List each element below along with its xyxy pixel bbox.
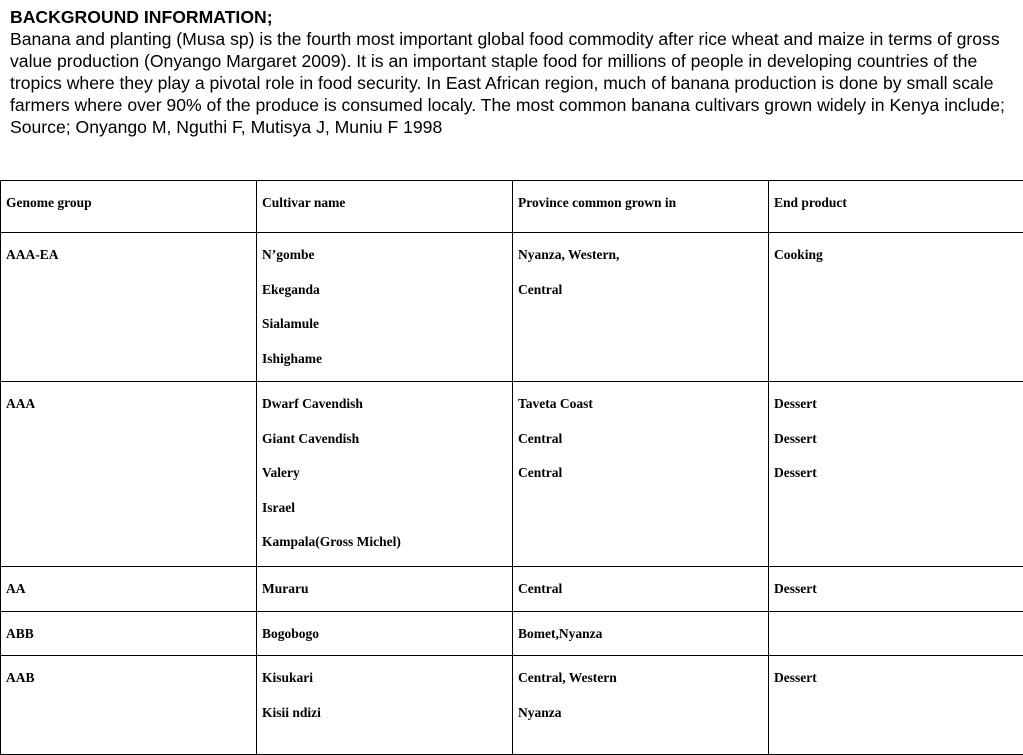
cultivar-name-value: Dwarf Cavendish	[262, 387, 507, 422]
source-citation: Source; Onyango M, Nguthi F, Mutisya J, Muniu F 1998	[10, 116, 1015, 138]
province-value: Central	[518, 456, 763, 491]
end-product-cell	[769, 656, 1023, 755]
table-header-row	[1, 181, 1023, 233]
banana-cultivars-table	[0, 180, 1023, 755]
end-product-cell	[769, 382, 1023, 567]
province-value: Bomet,Nyanza	[518, 617, 763, 652]
province-value: Nyanza, Western,	[518, 238, 763, 273]
cultivar-name-value: Ekeganda	[262, 273, 507, 308]
cultivar-name-value: Kisukari	[262, 661, 507, 696]
column-header-end-product	[769, 181, 1023, 233]
cultivar-name-cell	[257, 233, 513, 382]
cultivar-name-value: Valery	[262, 456, 507, 491]
province-cell	[513, 567, 769, 612]
province-cell	[513, 233, 769, 382]
end-product-value: Dessert	[774, 456, 1018, 491]
province-cell	[513, 611, 769, 656]
end-product-value: Cooking	[774, 238, 1018, 273]
genome-group-value: AA	[6, 572, 251, 607]
table-row	[1, 233, 1023, 382]
column-header-label: Cultivar name	[262, 186, 507, 221]
cultivar-name-value: N’gombe	[262, 238, 507, 273]
cultivar-name-value: Kampala(Gross Michel)	[262, 525, 507, 560]
cultivar-name-value: Ishighame	[262, 342, 507, 377]
column-header-label: Province common grown in	[518, 186, 763, 221]
end-product-cell	[769, 567, 1023, 612]
province-cell	[513, 382, 769, 567]
cultivar-name-cell	[257, 382, 513, 567]
background-information	[10, 6, 1015, 138]
genome-group-cell	[1, 611, 257, 656]
genome-group-cell	[1, 656, 257, 755]
genome-group-cell	[1, 567, 257, 612]
province-value: Central	[518, 273, 763, 308]
table-row	[1, 567, 1023, 612]
cultivar-name-value: Kisii ndizi	[262, 696, 507, 731]
section-heading: BACKGROUND INFORMATION;	[10, 6, 1015, 28]
cultivar-name-cell	[257, 611, 513, 656]
end-product-value: Dessert	[774, 422, 1018, 457]
cultivar-name-value: Sialamule	[262, 307, 507, 342]
table-row	[1, 656, 1023, 755]
cultivar-name-cell	[257, 656, 513, 755]
genome-group-value: AAA	[6, 387, 251, 422]
province-value: Central	[518, 422, 763, 457]
genome-group-cell	[1, 382, 257, 567]
province-cell	[513, 656, 769, 755]
cultivar-name-value: Giant Cavendish	[262, 422, 507, 457]
end-product-cell	[769, 233, 1023, 382]
end-product-value: Dessert	[774, 661, 1018, 696]
cultivar-name-value: Israel	[262, 491, 507, 526]
genome-group-value: ABB	[6, 617, 251, 652]
province-value: Central, Western	[518, 661, 763, 696]
end-product-value: Dessert	[774, 572, 1018, 607]
province-value: Nyanza	[518, 696, 763, 731]
column-header-label: Genome group	[6, 186, 251, 221]
end-product-cell	[769, 611, 1023, 656]
column-header-genome-group	[1, 181, 257, 233]
column-header-label: End product	[774, 186, 1018, 221]
end-product-value: Dessert	[774, 387, 1018, 422]
cultivar-name-value: Muraru	[262, 572, 507, 607]
column-header-province	[513, 181, 769, 233]
genome-group-value: AAB	[6, 661, 251, 696]
province-value: Taveta Coast	[518, 387, 763, 422]
column-header-cultivar-name	[257, 181, 513, 233]
table-row	[1, 611, 1023, 656]
genome-group-value: AAA-EA	[6, 238, 251, 273]
province-value: Central	[518, 572, 763, 607]
cultivar-name-value: Bogobogo	[262, 617, 507, 652]
intro-paragraph: Banana and planting (Musa sp) is the fourth most important global food commodity after rice wheat and maize in terms of gross value production (Onyango Margaret 2009). It is an important staple food for millions of people in developing countries of the tropics where they play a pivotal role in food security. In East African region, much of banana production is done by small scale farmers where over 90% of the produce is consumed localy. The most common banana cultivars grown widely in Kenya include;	[10, 28, 1015, 116]
table-row	[1, 382, 1023, 567]
cultivar-name-cell	[257, 567, 513, 612]
genome-group-cell	[1, 233, 257, 382]
